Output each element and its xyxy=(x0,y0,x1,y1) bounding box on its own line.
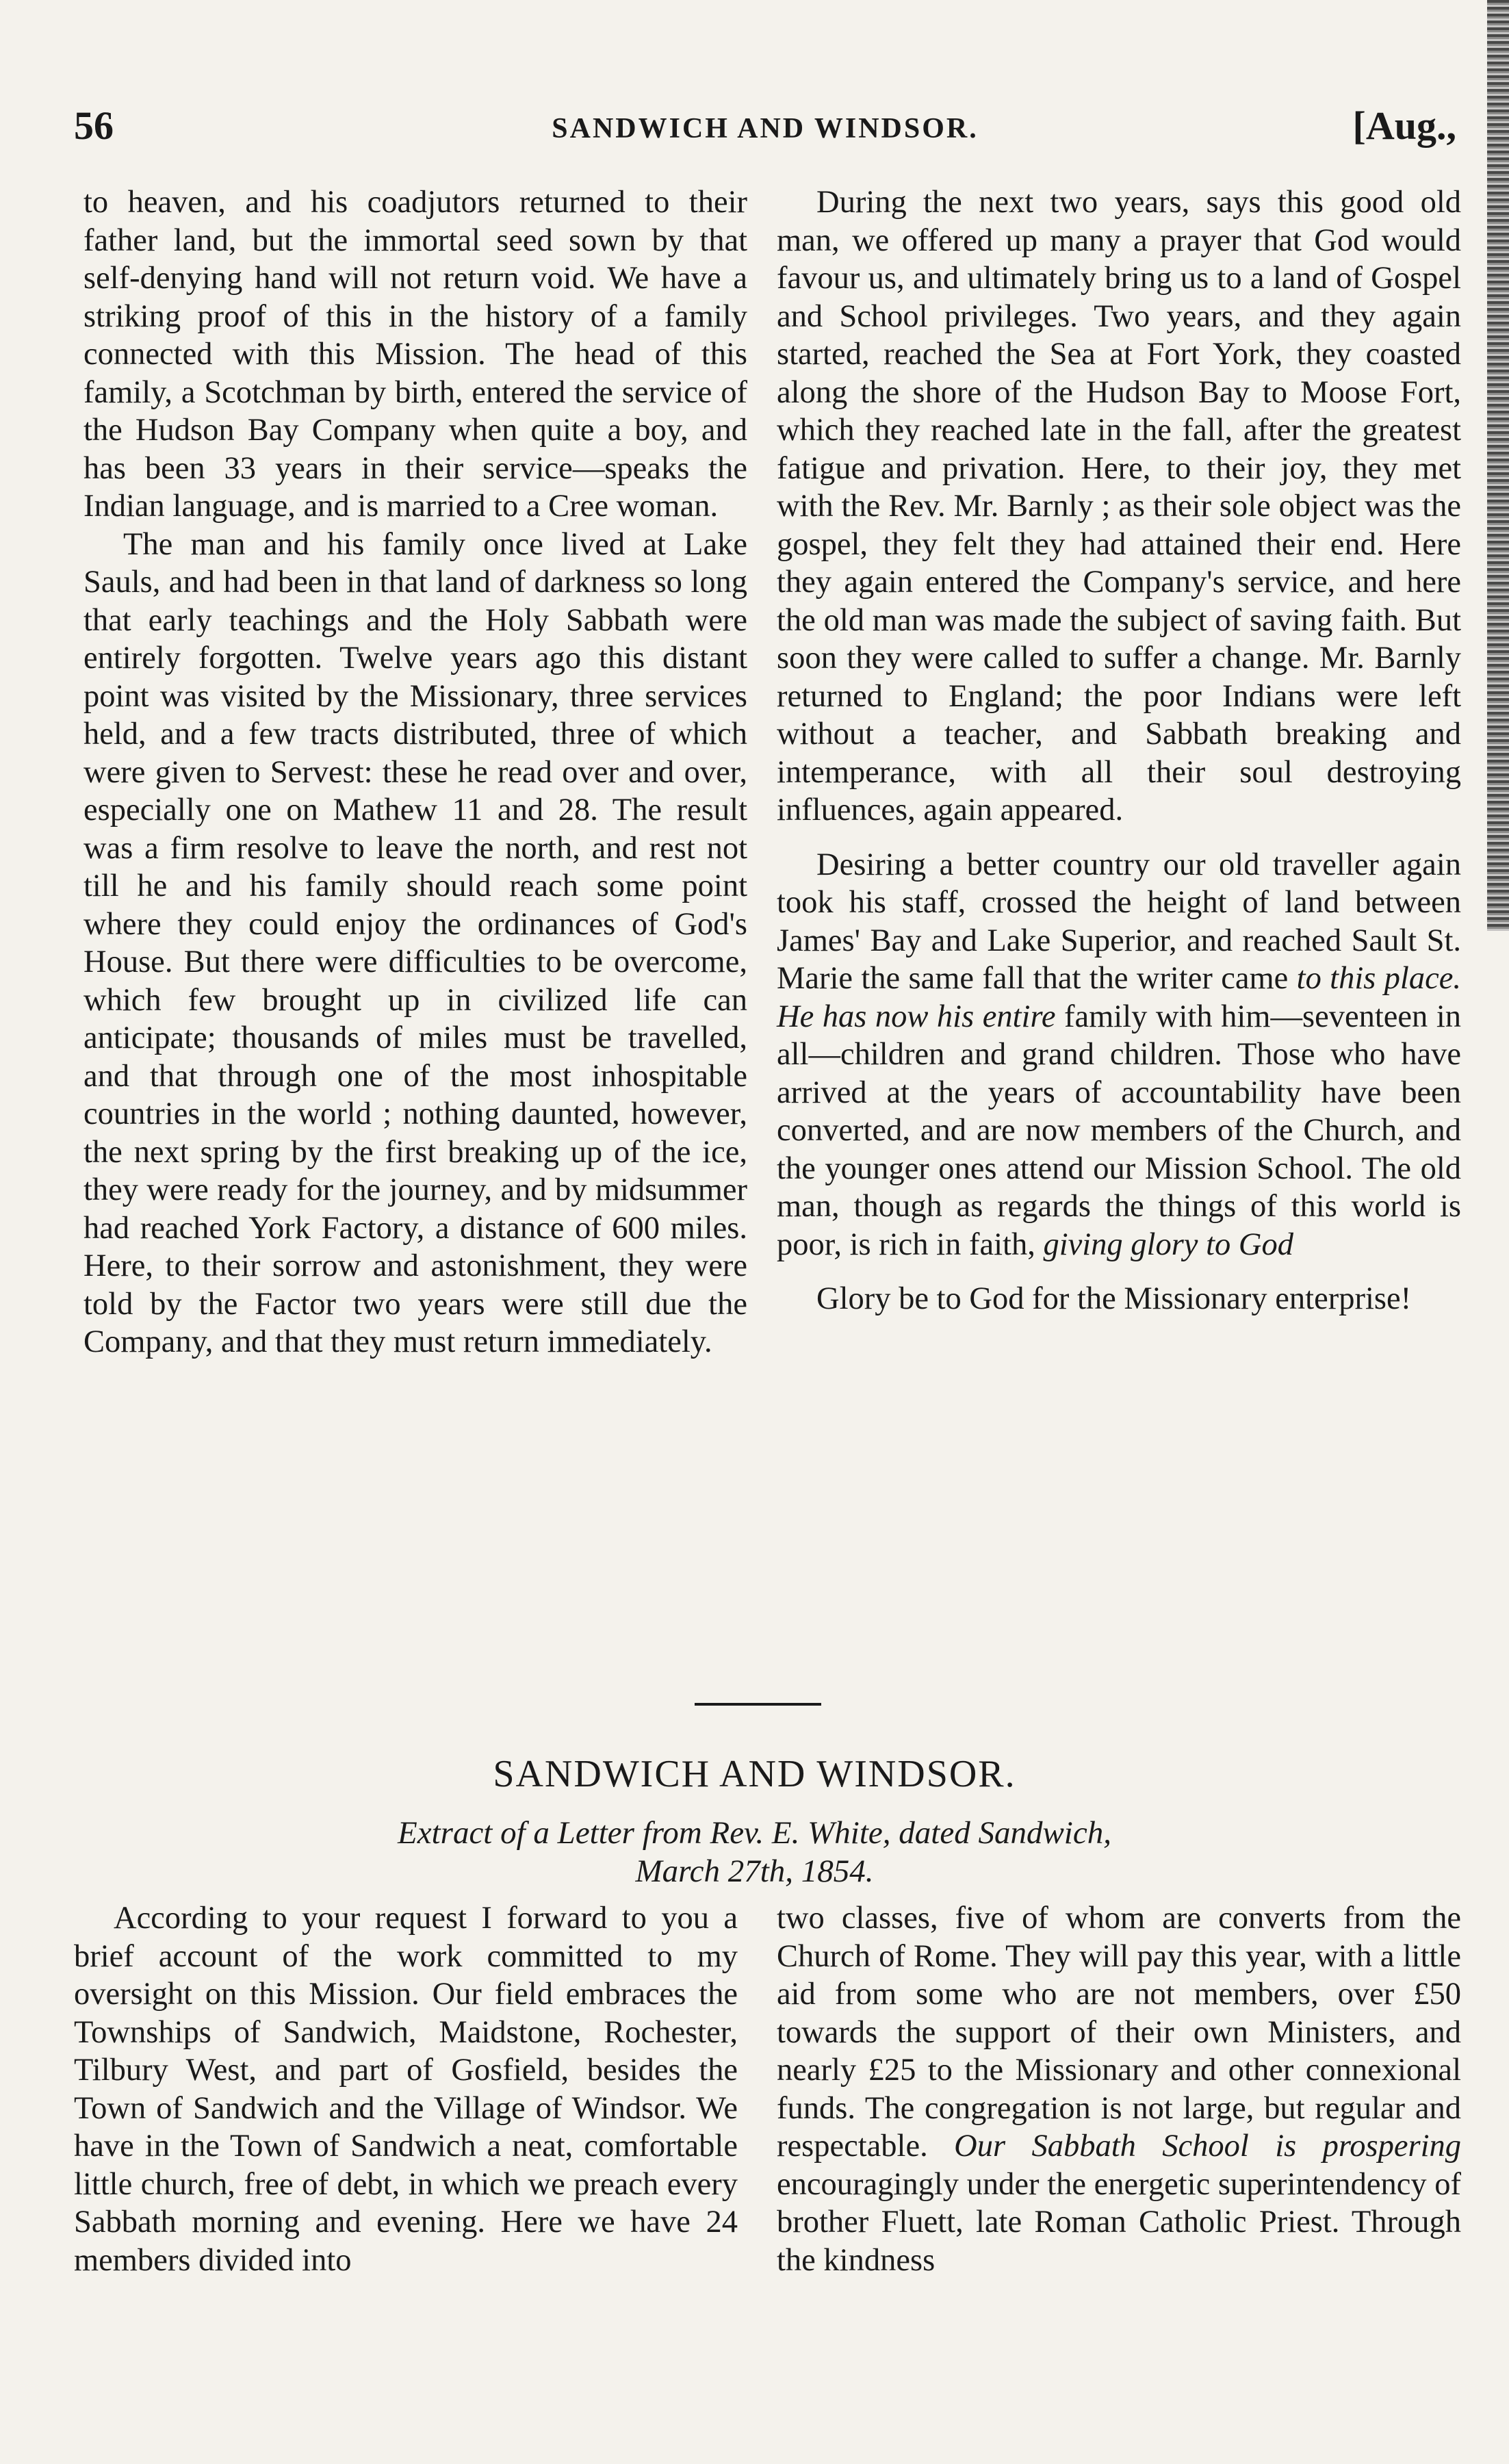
paragraph: Glory be to God for the Missionary enterprise! xyxy=(816,1281,1412,1316)
subtitle-line: Extract of a Letter from Rev. E. White, dated Sandwich, xyxy=(398,1815,1111,1851)
text-run: encouragingly under the energetic superintendency of brother Fluett, late Roman Catholic Priest. Through the kindness xyxy=(777,2166,1461,2278)
paragraph xyxy=(777,846,1461,1264)
column-left-top xyxy=(83,183,747,1361)
running-date: [Aug., xyxy=(1352,103,1456,148)
paragraph: The man and his family once lived at Lake Sauls, and had been in that land of darkness so long that early teachings and the Holy Sabbath were entirely forgotten. Twelve years ago this distant point was visited by the Missionary, three services held, and a few tracts distributed, three of which were given to Servest: these he read over and over, especially one on Mathew 11 and 28. The result was a firm resolve to leave the north, and rest not till he and his family should reach some point where they could enjoy the ordinances of God's House. But there were difficulties to be overcome, which few brought up in civilized life can anticipate; thousands of miles must be travelled, and that through one of the most inhospitable countries in the world ; nothing daunted, however, the next spring by the first breaking up of the ice, they were ready for the journey, and by midsummer had reached York Factory, a distance of 600 miles. Here, to their sorrow and astonishment, they were told by the Factor two years were still due the Company, and that they must return immediately. xyxy=(83,526,747,1359)
text-run-italic: giving glory to God xyxy=(1043,1227,1293,1262)
section-subtitle xyxy=(0,1814,1509,1890)
column-right-bottom xyxy=(777,1899,1461,2279)
section-title: SANDWICH AND WINDSOR. xyxy=(493,1753,1016,1795)
running-header xyxy=(74,103,1456,151)
text-run: two classes, five of whom are converts from the Church of Rome. They will pay this year, with a little aid from some who are not members, over £50 towards the support of their own Ministers, and nearly £25 to the Missionary and other connexional funds. The congregation is not large, but regular and respectable. xyxy=(777,1901,1461,2164)
text-run: family with him—seventeen in all—children and grand children. Those who have arrived at the years of accountability have been converted, and are now members of the Church, and the younger ones attend our Mission School. The old man, though as regards the things of this world is poor, is rich in faith, xyxy=(777,999,1461,1262)
column-left-bottom xyxy=(74,1899,738,2279)
paragraph: to heaven, and his coadjutors returned to their father land, but the immortal seed sown by that self-denying hand will not return void. We have a striking proof of this in the history of a family connected with this Mission. The head of this family, a Scotchman by birth, entered the service of the Hudson Bay Company when quite a boy, and has been 33 years in their service—speaks the Indian language, and is married to a Cree woman. xyxy=(83,185,747,524)
paragraph: During the next two years, says this good old man, we offered up many a prayer that God would favour us, and ultimately bring us to a land of Gospel and School privileges. Two years, and they again started, reached the Sea at Fort York, they coasted along the shore of the Hudson Bay to Moose Fort, which they reached late in the fall, after the greatest fatigue and privation. Here, to their joy, they met with the Rev. Mr. Barnly ; as their sole object was the gospel, they felt they had attained their end. Here they again entered the Company's service, and here the old man was made the subject of saving faith. But soon they were called to suffer a change. Mr. Barnly returned to England; the poor Indians were left without a teacher, and Sabbath breaking and intemperance, with all their soul destroying influences, again appeared. xyxy=(777,185,1461,827)
text-run-italic: to this place. He has now his entire xyxy=(777,961,1461,1034)
text-run: Desiring a better country our old traveller again took his staff, crossed the height of land between James' Bay and Lake Superior, and reached Sault St. Marie the same fall that the writer came xyxy=(777,847,1461,996)
paragraph: According to your request I forward to you a brief account of the work committed to my oversight on this Mission. Our field embraces the Townships of Sandwich, Maidstone, Rochester, Tilbury West, and part of Gosfield, besides the Town of Sandwich and the Village of Windsor. We have in the Town of Sandwich a neat, comfortable little church, free of debt, in which we preach every Sabbath morning and evening. Here we have 24 members divided into xyxy=(74,1901,738,2278)
paragraph xyxy=(777,1899,1461,2279)
page-number: 56 xyxy=(74,103,114,148)
page-edge-binding xyxy=(1487,0,1509,931)
running-title: SANDWICH AND WINDSOR. xyxy=(552,113,979,144)
column-right-top xyxy=(777,183,1461,1318)
text-run-italic: Our Sabbath School is prospering xyxy=(954,2129,1461,2164)
subtitle-line: March 27th, 1854. xyxy=(635,1853,874,1889)
section-divider xyxy=(695,1703,821,1706)
